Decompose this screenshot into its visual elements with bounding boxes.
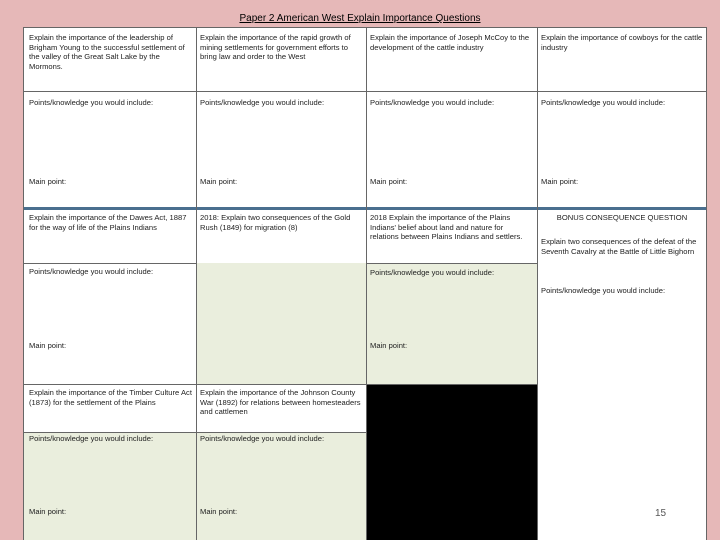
grid-line	[23, 263, 196, 264]
points-label: Points/knowledge you would include:	[29, 434, 154, 443]
main-point-label: Main point:	[541, 177, 579, 186]
page-number: 15	[655, 508, 667, 519]
points-label: Points/knowledge you would include:	[200, 434, 325, 443]
grid-line	[196, 27, 197, 540]
question-gold-rush: 2018: Explain two consequences of the Gold Rush (1849) for migration (8)	[200, 213, 351, 232]
points-label: Points/knowledge you would include:	[541, 98, 666, 107]
question-cowboys: Explain the importance of cowboys for the cattle industry	[541, 33, 703, 52]
grid-line	[23, 384, 537, 385]
grid-line	[23, 27, 707, 28]
grid-line	[366, 263, 537, 264]
grid-line	[23, 207, 707, 210]
question-plains-indians-beliefs: 2018 Explain the importance of the Plains Indians' belief about land and nature for relations between Plains Indians and settlers.	[370, 213, 523, 242]
answer-box-gold-rush	[196, 263, 366, 384]
points-label: Points/knowledge you would include:	[541, 286, 666, 295]
answer-box-plains-beliefs	[366, 263, 537, 384]
question-johnson-county-war: Explain the importance of the Johnson County War (1892) for relations between homesteaders and cattlemen	[200, 388, 361, 417]
question-grid	[23, 27, 707, 540]
main-point-label: Main point:	[200, 507, 238, 516]
main-point-label: Main point:	[370, 341, 408, 350]
main-point-label: Main point:	[200, 177, 238, 186]
answer-box-timber-culture	[23, 432, 196, 540]
question-dawes-act: Explain the importance of the Dawes Act, 1887 for the way of life of the Plains Indians	[29, 213, 187, 232]
answer-box-johnson-county	[196, 432, 366, 540]
main-point-label: Main point:	[29, 507, 67, 516]
grid-line	[366, 27, 367, 540]
grid-line	[23, 91, 707, 92]
points-label: Points/knowledge you would include:	[370, 98, 495, 107]
question-mining-settlements: Explain the importance of the rapid growth of mining settlements for government efforts to bring law and order to the West	[200, 33, 351, 62]
question-little-bighorn: Explain two consequences of the defeat of the Seventh Cavalry at the Battle of Little Bighorn	[541, 237, 697, 256]
grid-line	[537, 27, 538, 540]
points-label: Points/knowledge you would include:	[29, 98, 154, 107]
blank-black-box	[366, 384, 537, 540]
points-label: Points/knowledge you would include:	[29, 267, 154, 276]
points-label: Points/knowledge you would include:	[200, 98, 325, 107]
grid-line	[23, 432, 366, 433]
grid-line	[706, 27, 707, 540]
page-title: Paper 2 American West Explain Importance Questions	[239, 13, 481, 24]
question-timber-culture-act: Explain the importance of the Timber Culture Act (1873) for the settlement of the Plains	[29, 388, 192, 407]
question-joseph-mccoy: Explain the importance of Joseph McCoy to the development of the cattle industry	[370, 33, 530, 52]
main-point-label: Main point:	[29, 177, 67, 186]
question-brigham-young: Explain the importance of the leadership of Brigham Young to the successful settlement of the valley of the Great Salt Lake by the Mormons.	[29, 33, 185, 71]
main-point-label: Main point:	[29, 341, 67, 350]
main-point-label: Main point:	[370, 177, 408, 186]
grid-line	[23, 27, 24, 540]
bonus-question-title: BONUS CONSEQUENCE QUESTION	[556, 213, 688, 222]
points-label: Points/knowledge you would include:	[370, 268, 495, 277]
